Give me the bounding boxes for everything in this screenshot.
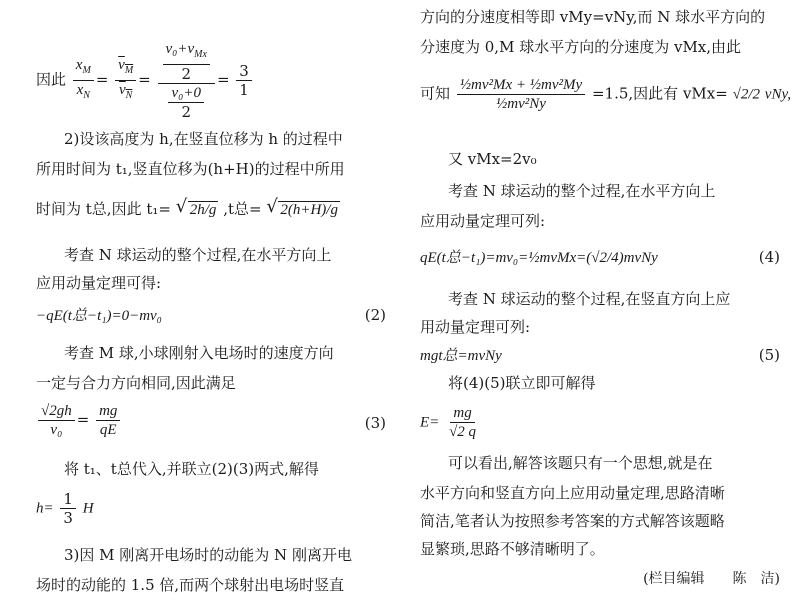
r-line8: 用动量定理可列: — [420, 318, 531, 336]
r-line5: 考查 N 球运动的整个过程,在水平方向上 — [448, 182, 716, 200]
p2-line2: 所用时间为 t₁,竖直位移为(h+H)的过程中所用 — [36, 160, 345, 178]
r-line2: 分速度为 0,M 球水平方向的分速度为 vMx,由此 — [420, 38, 742, 56]
r-line10: 可以看出,解答该题只有一个思想,就是在 — [448, 454, 713, 472]
p6-line2: 场时的动能的 1.5 倍,而两个球射出电场时竖直 — [36, 576, 345, 594]
equation-4: qE(t总−t₁)=mv₀=½mvMx=(√2/4)mvNy (4) — [420, 248, 780, 266]
r-line1: 方向的分速度相等即 vMy=vNy,而 N 球水平方向的 — [420, 8, 766, 26]
p4-line1: 考查 M 球,小球刚射入电场时的速度方向 — [64, 344, 334, 362]
p3-line1: 考查 N 球运动的整个过程,在水平方向上 — [64, 246, 332, 264]
ratio-big-frac: $\frac{\frac{v_0+v_{Mx}}{2}}{\frac{\text{v₀+0}}{2}}$ — [158, 40, 215, 121]
r-line7: 考查 N 球运动的整个过程,在竖直方向上应 — [448, 290, 731, 308]
p4-line2: 一定与合力方向相同,因此满足 — [36, 374, 236, 392]
r-line6: 应用动量定理可列: — [420, 212, 546, 230]
equation-3-number: (3) — [364, 414, 386, 432]
ratio-equation: 因此 $\frac{x_M}{x_N}$ = $\frac{v_M}{v_N}$ = $\frac{\frac{v_0+v_{Mx}}{2}}{\frac{\text{v₀+0}}{2}}$ = $\frac{3}{1}$ — [36, 40, 254, 121]
equation-5-number: (5) — [758, 346, 780, 364]
r-line13: 显繁琐,思路不够清晰明了。 — [420, 540, 605, 558]
p5-line1: 将 t₁、t总代入,并联立(2)(3)两式,解得 — [64, 460, 319, 478]
r-line11: 水平方向和竖直方向上应用动量定理,思路清晰 — [420, 484, 725, 502]
p2-line1: 2)设该高度为 h,在竖直位移为 h 的过程中 — [64, 130, 343, 148]
ratio-prefix: 因此 — [36, 70, 67, 89]
equation-2-number: (2) — [364, 306, 386, 324]
equation-E: E= $\frac{mg}{√2 q}$ — [420, 405, 477, 440]
equation-h: h= $\frac{1}{3}$ H — [36, 490, 94, 527]
r-line4: 又 vMx=2v₀ — [448, 150, 537, 168]
r-line9: 将(4)(5)联立即可解得 — [448, 374, 596, 392]
ratio-x-frac: $\frac{x_M}{x_N}$ — [73, 56, 94, 105]
equation-5: mgt总=mvNy (5) — [420, 346, 780, 364]
ratio-v-frac: $\frac{v_M}{v_N}$ — [115, 56, 136, 105]
equation-2: −qE(t总−t₁)=0−mv₀ (2) — [36, 306, 386, 324]
r-line3: 可知 $\frac{\text{½mv²Mx + ½mv²My}}{\text{½mv²Ny}}$ =1.5,因此有 vMx= √2/2 vNy, — [420, 77, 792, 112]
equation-3: $\frac{√2gh}{\text{v₀}}$ = $\frac{mg}{qE}$ (3) — [36, 402, 386, 439]
editor-credit: (栏目编辑 陈 洁) — [643, 571, 780, 587]
r-line12: 简洁,笔者认为按照参考答案的方式解答该题略 — [420, 512, 725, 530]
p3-line2: 应用动量定理可得: — [36, 274, 162, 292]
equation-4-number: (4) — [758, 248, 780, 266]
p6-line1: 3)因 M 刚离开电场时的动能为 N 刚离开电 — [64, 546, 352, 564]
p2-line3: 时间为 t总,因此 t₁= √ 2h/g ,t总= √ 2(h+H)/g — [36, 198, 340, 221]
ratio-result: $\frac{3}{1}$ — [236, 62, 252, 99]
